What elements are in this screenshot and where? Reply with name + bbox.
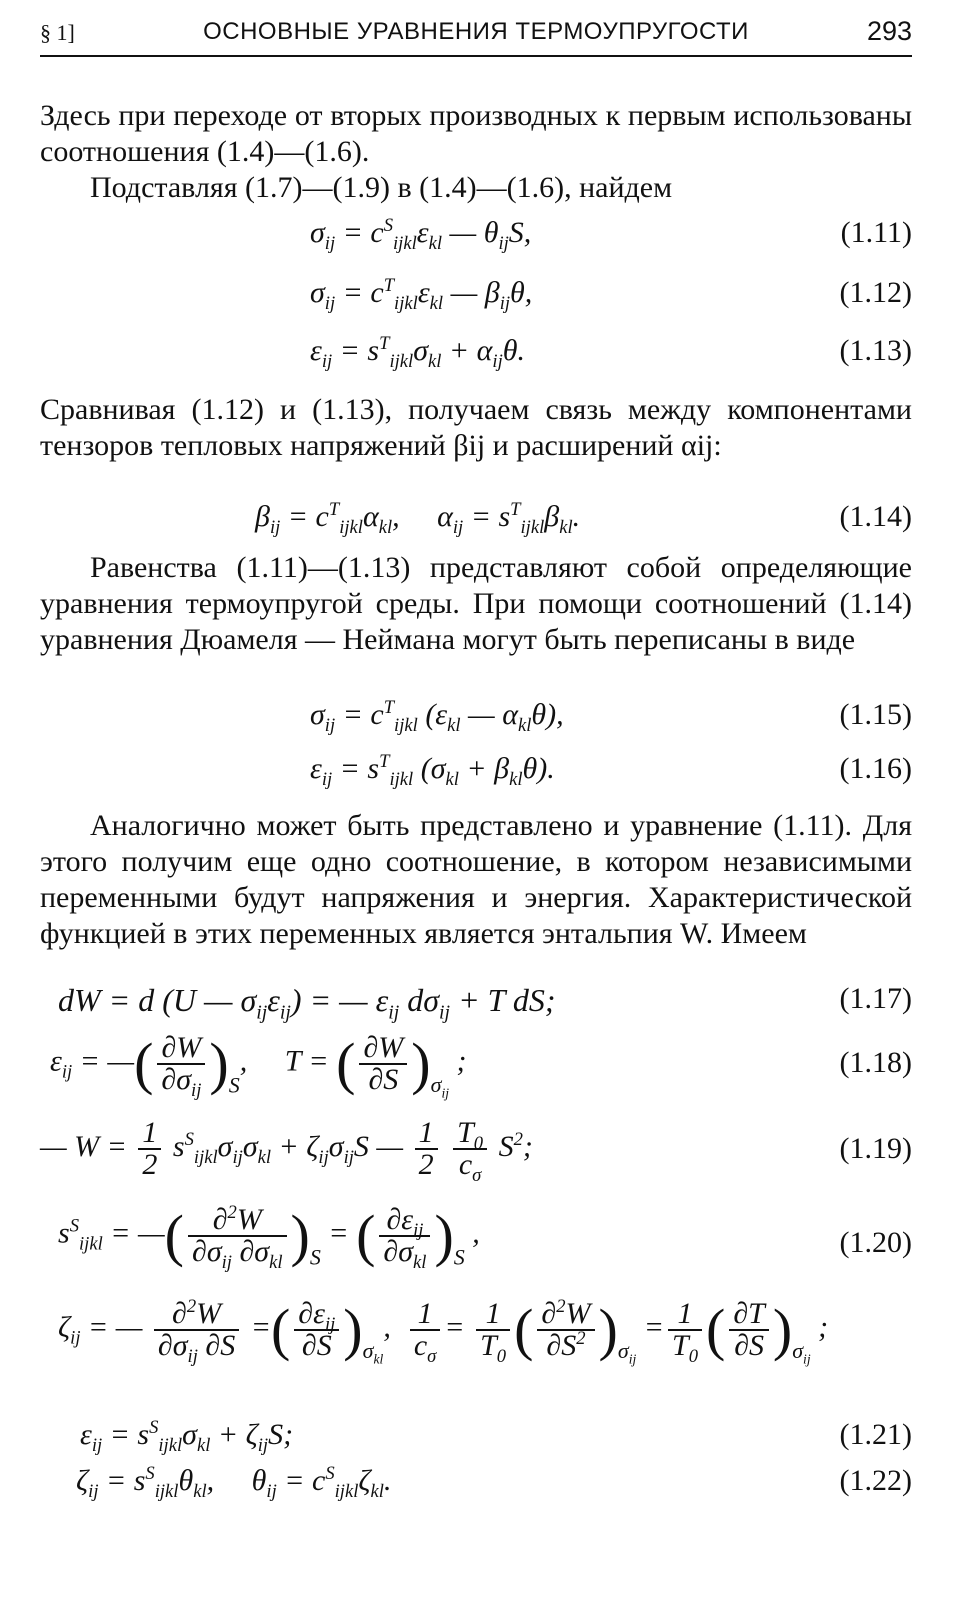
- chapter-title: ОСНОВНЫЕ УРАВНЕНИЯ ТЕРМОУПРУГОСТИ: [203, 18, 749, 45]
- header-rule: [40, 55, 912, 57]
- equation-number: (1.15): [839, 698, 912, 731]
- page-number: 293: [866, 16, 912, 46]
- equation-number: (1.20): [839, 1226, 912, 1259]
- equation-number: (1.21): [839, 1418, 912, 1451]
- equation-1-20: $s^S_{ijkl}$ = —( $\frac{\partial^2W}{\partial\sigma_{ij} \partial\sigma_{kl}}$ )$_S$ = ( $\frac{\partial\varepsilon_{ij}}{\partial\sigma_{kl}}$ )$_S$ , (1.20): [58, 1201, 912, 1273]
- paragraph-4: Равенства (1.11)—(1.13) представляют собой определяющие уравнения термоупругой среды. При помощи соотношений (1.14) уравнения Дюамеля — Неймана могут быть переписаны в виде: [40, 551, 912, 656]
- equation-number: (1.16): [839, 752, 912, 785]
- equation-1-11: $\sigma_{ij} = c^S_{ijkl}\varepsilon_{kl}$ — $\theta_{ij}S$, (1.11): [310, 215, 912, 254]
- section-marker: § 1]: [40, 20, 75, 45]
- equation-1-17: dW = d (U — $\sigma_{ij}\varepsilon_{ij}$) = — $\varepsilon_{ij}$ $d\sigma_{ij} + T$ dS; (1.17): [58, 982, 912, 1024]
- equation-1-12: $\sigma_{ij} = c^T_{ijkl}\varepsilon_{kl}$ — $\beta_{ij}\theta$, (1.12): [310, 275, 912, 314]
- equation-number: (1.22): [839, 1464, 912, 1497]
- equation-number: (1.17): [839, 982, 912, 1015]
- paragraph-1: Здесь при переходе от вторых производных к первым использованы соотношения (1.4)—(1.6).: [40, 99, 912, 168]
- equation-1-13: $\varepsilon_{ij} = s^T_{ijkl}\sigma_{kl} + \alpha_{ij}\theta$. (1.13): [310, 333, 912, 372]
- equation-number: (1.14): [839, 500, 912, 533]
- equation-number: (1.11): [840, 216, 912, 249]
- paragraph-2: Подставляя (1.7)—(1.9) в (1.4)—(1.6), найдем: [90, 171, 673, 204]
- paragraph-5: Аналогично может быть представлено и уравнение (1.11). Для этого получим еще одно соотношение, в котором независимыми переменными будут напряжения и энергия. Характеристической функцией в этих переменных является энтальпия W. Имеем: [40, 809, 912, 950]
- equation-1-21: $\varepsilon_{ij} = s^S_{ijkl}\sigma_{kl} + \zeta_{ij}S$; (1.21): [80, 1417, 912, 1456]
- equation-number: (1.12): [839, 276, 912, 309]
- equation-1-19: — W = $\frac{1}{2}$ $s^S_{ijkl}\sigma_{ij}\sigma_{kl} + \zeta_{ij}\sigma_{ij}S$ — $\frac{1}{2}$ $\frac{T_0}{c_\sigma}$ $S^2$; (1.19): [40, 1116, 912, 1186]
- paragraph-3: Сравнивая (1.12) и (1.13), получаем связь между компонентами тензоров тепловых напряжений βij и расширений αij:: [40, 393, 912, 462]
- equation-1-18: $\varepsilon_{ij}$ = —( $\frac{\partial W}{\partial\sigma_{ij}}$ )$_S$, T = ( $\frac{\partial W}{\partial S}$ )$_{\sigma_{ij}}$ ; (1.18): [50, 1030, 912, 1101]
- equation-number: (1.19): [839, 1132, 912, 1165]
- equation-1-16: $\varepsilon_{ij} = s^T_{ijkl}$ $(\sigma_{kl} + \beta_{kl}\theta)$. (1.16): [310, 751, 912, 790]
- equation-1-14: $\beta_{ij} = c^T_{ijkl}\alpha_{kl}$, $\alpha_{ij} = s^T_{ijkl}\beta_{kl}$. (1.14): [255, 499, 912, 538]
- equation-1-22: $\zeta_{ij} = s^S_{ijkl}\theta_{kl}$, $\theta_{ij} = c^S_{ijkl}\zeta_{kl}$. (1.22): [76, 1463, 912, 1502]
- running-header: [40, 8, 912, 48]
- equation-1-15: $\sigma_{ij} = c^T_{ijkl}$ ($\varepsilon_{kl}$ — $\alpha_{kl}\theta$), (1.15): [310, 697, 912, 736]
- equation-number: (1.13): [839, 334, 912, 367]
- equation-zeta-definitions: $\zeta_{ij}$ = — $\frac{\partial^2W}{\partial\sigma_{ij} \partial S}$ =( $\frac{\partial\varepsilon_{ij}}{\partial S}$ )$_{\sigma_{kl}}$, $\frac{1}{c_\sigma}$ = $\frac{1}{T_0}$ ( $\frac{\partial^2W}{\partial S^2}$ )$_{\sigma_{ij}}$ = $\frac{1}{T_0}$ ( $\frac{\partial T}{\partial S}$ )$_{\sigma_{ij}}$ ;: [58, 1295, 829, 1367]
- equation-number: (1.18): [839, 1046, 912, 1079]
